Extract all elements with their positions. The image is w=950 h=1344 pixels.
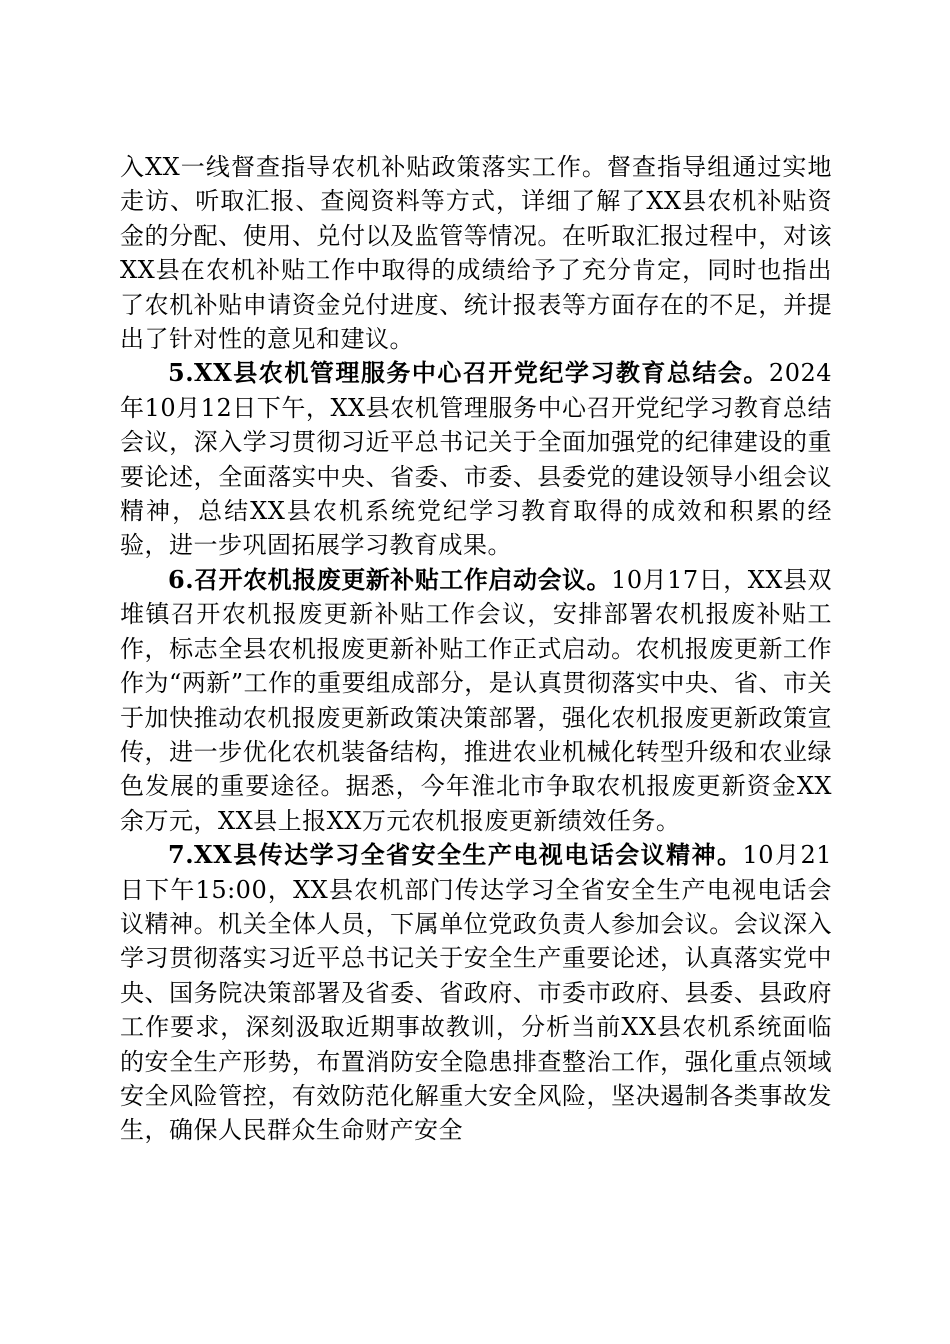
paragraph-continuation <box>120 150 832 356</box>
item-5-body: 2024年10月12日下午，XX县农机管理服务中心召开党纪学习教育总结会议，深入学习贯彻习近平总书记关于全面加强党的纪律建设的重要论述，全面落实中央、省委、市委、县委党的建设领导小组会议精神，总结XX县农机系统党纪学习教育取得的成效和积累的经验，进一步巩固拓展学习教育成果。 <box>120 359 832 560</box>
paragraph-item-7 <box>120 838 832 1148</box>
item-7-heading: 7.XX县传达学习全省安全生产电视电话会议精神。 <box>168 840 743 870</box>
document-page <box>120 150 832 1148</box>
item-6-body: 10月17日，XX县双堆镇召开农机报废更新补贴工作会议，安排部署农机报废补贴工作，标志全县农机报废更新补贴工作正式启动。农机报废更新工作作为“两新”工作的重要组成部分，是认真贯彻落实中央、省、市关于加快推动农机报废更新政策决策部署，强化农机报废更新政策宣传，进一步优化农机装备结构，推进农业机械化转型升级和农业绿色发展的重要途径。据悉，今年淮北市争取农机报废更新资金XX余万元，XX县上报XX万元农机报废更新绩效任务。 <box>120 565 833 835</box>
paragraph-item-5 <box>120 356 832 562</box>
paragraph-body: 入XX一线督查指导农机补贴政策落实工作。督查指导组通过实地走访、听取汇报、查阅资料等方式，详细了解了XX县农机补贴资金的分配、使用、兑付以及监管等情况。在听取汇报过程中，对该XX县在农机补贴工作中取得的成绩给予了充分肯定，同时也指出了农机补贴申请资金兑付进度、统计报表等方面存在的不足，并提出了针对性的意见和建议。 <box>120 153 832 354</box>
item-5-heading: 5.XX县农机管理服务中心召开党纪学习教育总结会。 <box>168 358 769 388</box>
paragraph-item-6 <box>120 563 832 838</box>
item-6-heading: 6.召开农机报废更新补贴工作启动会议。 <box>168 564 612 594</box>
item-7-body: 10月21日下午15:00，XX县农机部门传达学习全省安全生产电视电话会议精神。机关全体人员，下属单位党政负责人参加会议。会议深入学习贯彻落实习近平总书记关于安全生产重要论述，认真落实党中央、国务院决策部署及省委、省政府、市委市政府、县委、县政府工作要求，深刻汲取近期事故教训，分析当前XX县农机系统面临的安全生产形势，布置消防安全隐患排查整治工作，强化重点领域安全风险管控，有效防范化解重大安全风险，坚决遏制各类事故发生，确保人民群众生命财产安全 <box>120 841 833 1145</box>
